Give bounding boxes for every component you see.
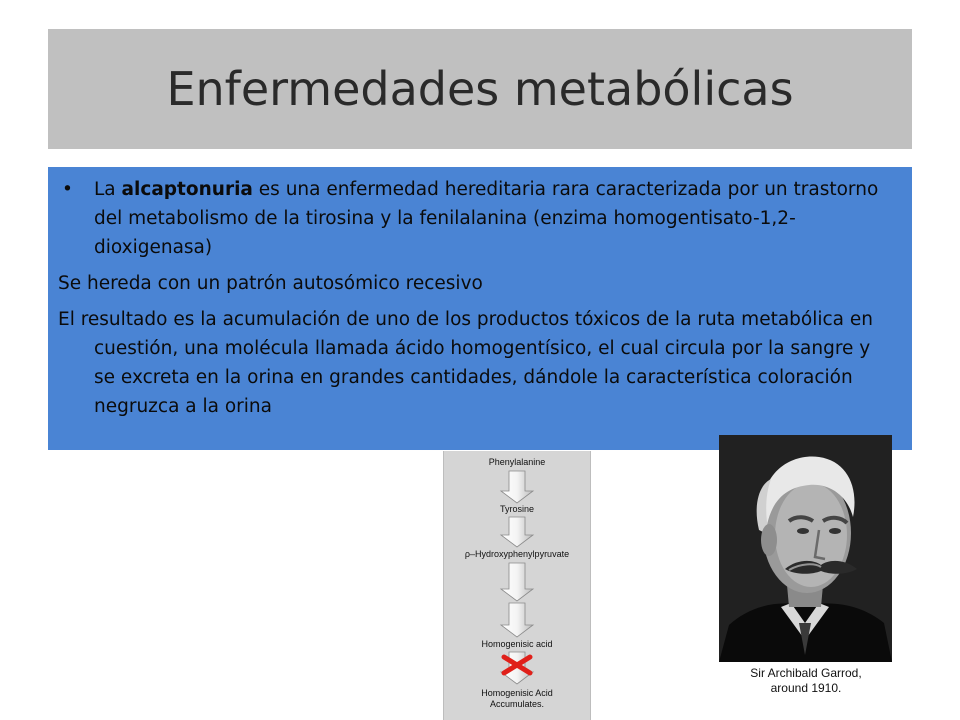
title-box (48, 29, 912, 149)
bullet-term: alcaptonuria (121, 179, 253, 200)
pathway-step-hydroxyphenylpyruvate: ρ–Hydroxyphenylpyruvate (464, 549, 570, 559)
content-text (58, 175, 893, 428)
portrait-svg (719, 435, 892, 662)
pathway-step-tyrosine: Tyrosine (499, 504, 535, 514)
metabolic-pathway-diagram (443, 451, 591, 720)
bullet-intro: La (94, 179, 122, 200)
bullet-paragraph (58, 175, 893, 262)
pathway-arrow-1 (501, 471, 533, 503)
slide-title: Enfermedades metabólicas (166, 62, 794, 116)
pathway-arrow-4 (501, 603, 533, 637)
inheritance-paragraph: Se hereda con un patrón autosómico recesivo (58, 273, 483, 294)
caption-line-2: around 1910. (770, 681, 842, 695)
pathway-arrow-3 (501, 563, 533, 601)
pathway-svg (444, 451, 590, 720)
pathway-step-homogenisic-acid: Homogenisic acid (481, 639, 553, 649)
pathway-step-accumulation-line1: Homogenisic Acid (481, 688, 553, 698)
bullet-rest: es una enfermedad hereditaria rara caracterizada por un trastorno del metabolismo de la tirosina y la fenilalanina (enzima homogentisato-1,2-dioxigenasa) (94, 179, 879, 258)
portrait-caption (706, 666, 906, 696)
bullet-dot: • (62, 179, 73, 200)
result-paragraph: El resultado es la acumulación de uno de los productos tóxicos de la ruta metabólica en cuestión, una molécula llamada ácido homogentísico, el cual circula por la sangre y se excreta en la orina en grandes cantidades, dándole la característica coloración negruzca a la orina (58, 309, 874, 417)
pathway-step-phenylalanine: Phenylalanine (488, 457, 546, 467)
pathway-arrow-2 (501, 517, 533, 547)
portrait-photo (719, 435, 892, 662)
pathway-step-accumulation-line2: Accumulates. (489, 699, 545, 709)
caption-line-1: Sir Archibald Garrod, (750, 666, 862, 680)
content-box (48, 167, 912, 450)
